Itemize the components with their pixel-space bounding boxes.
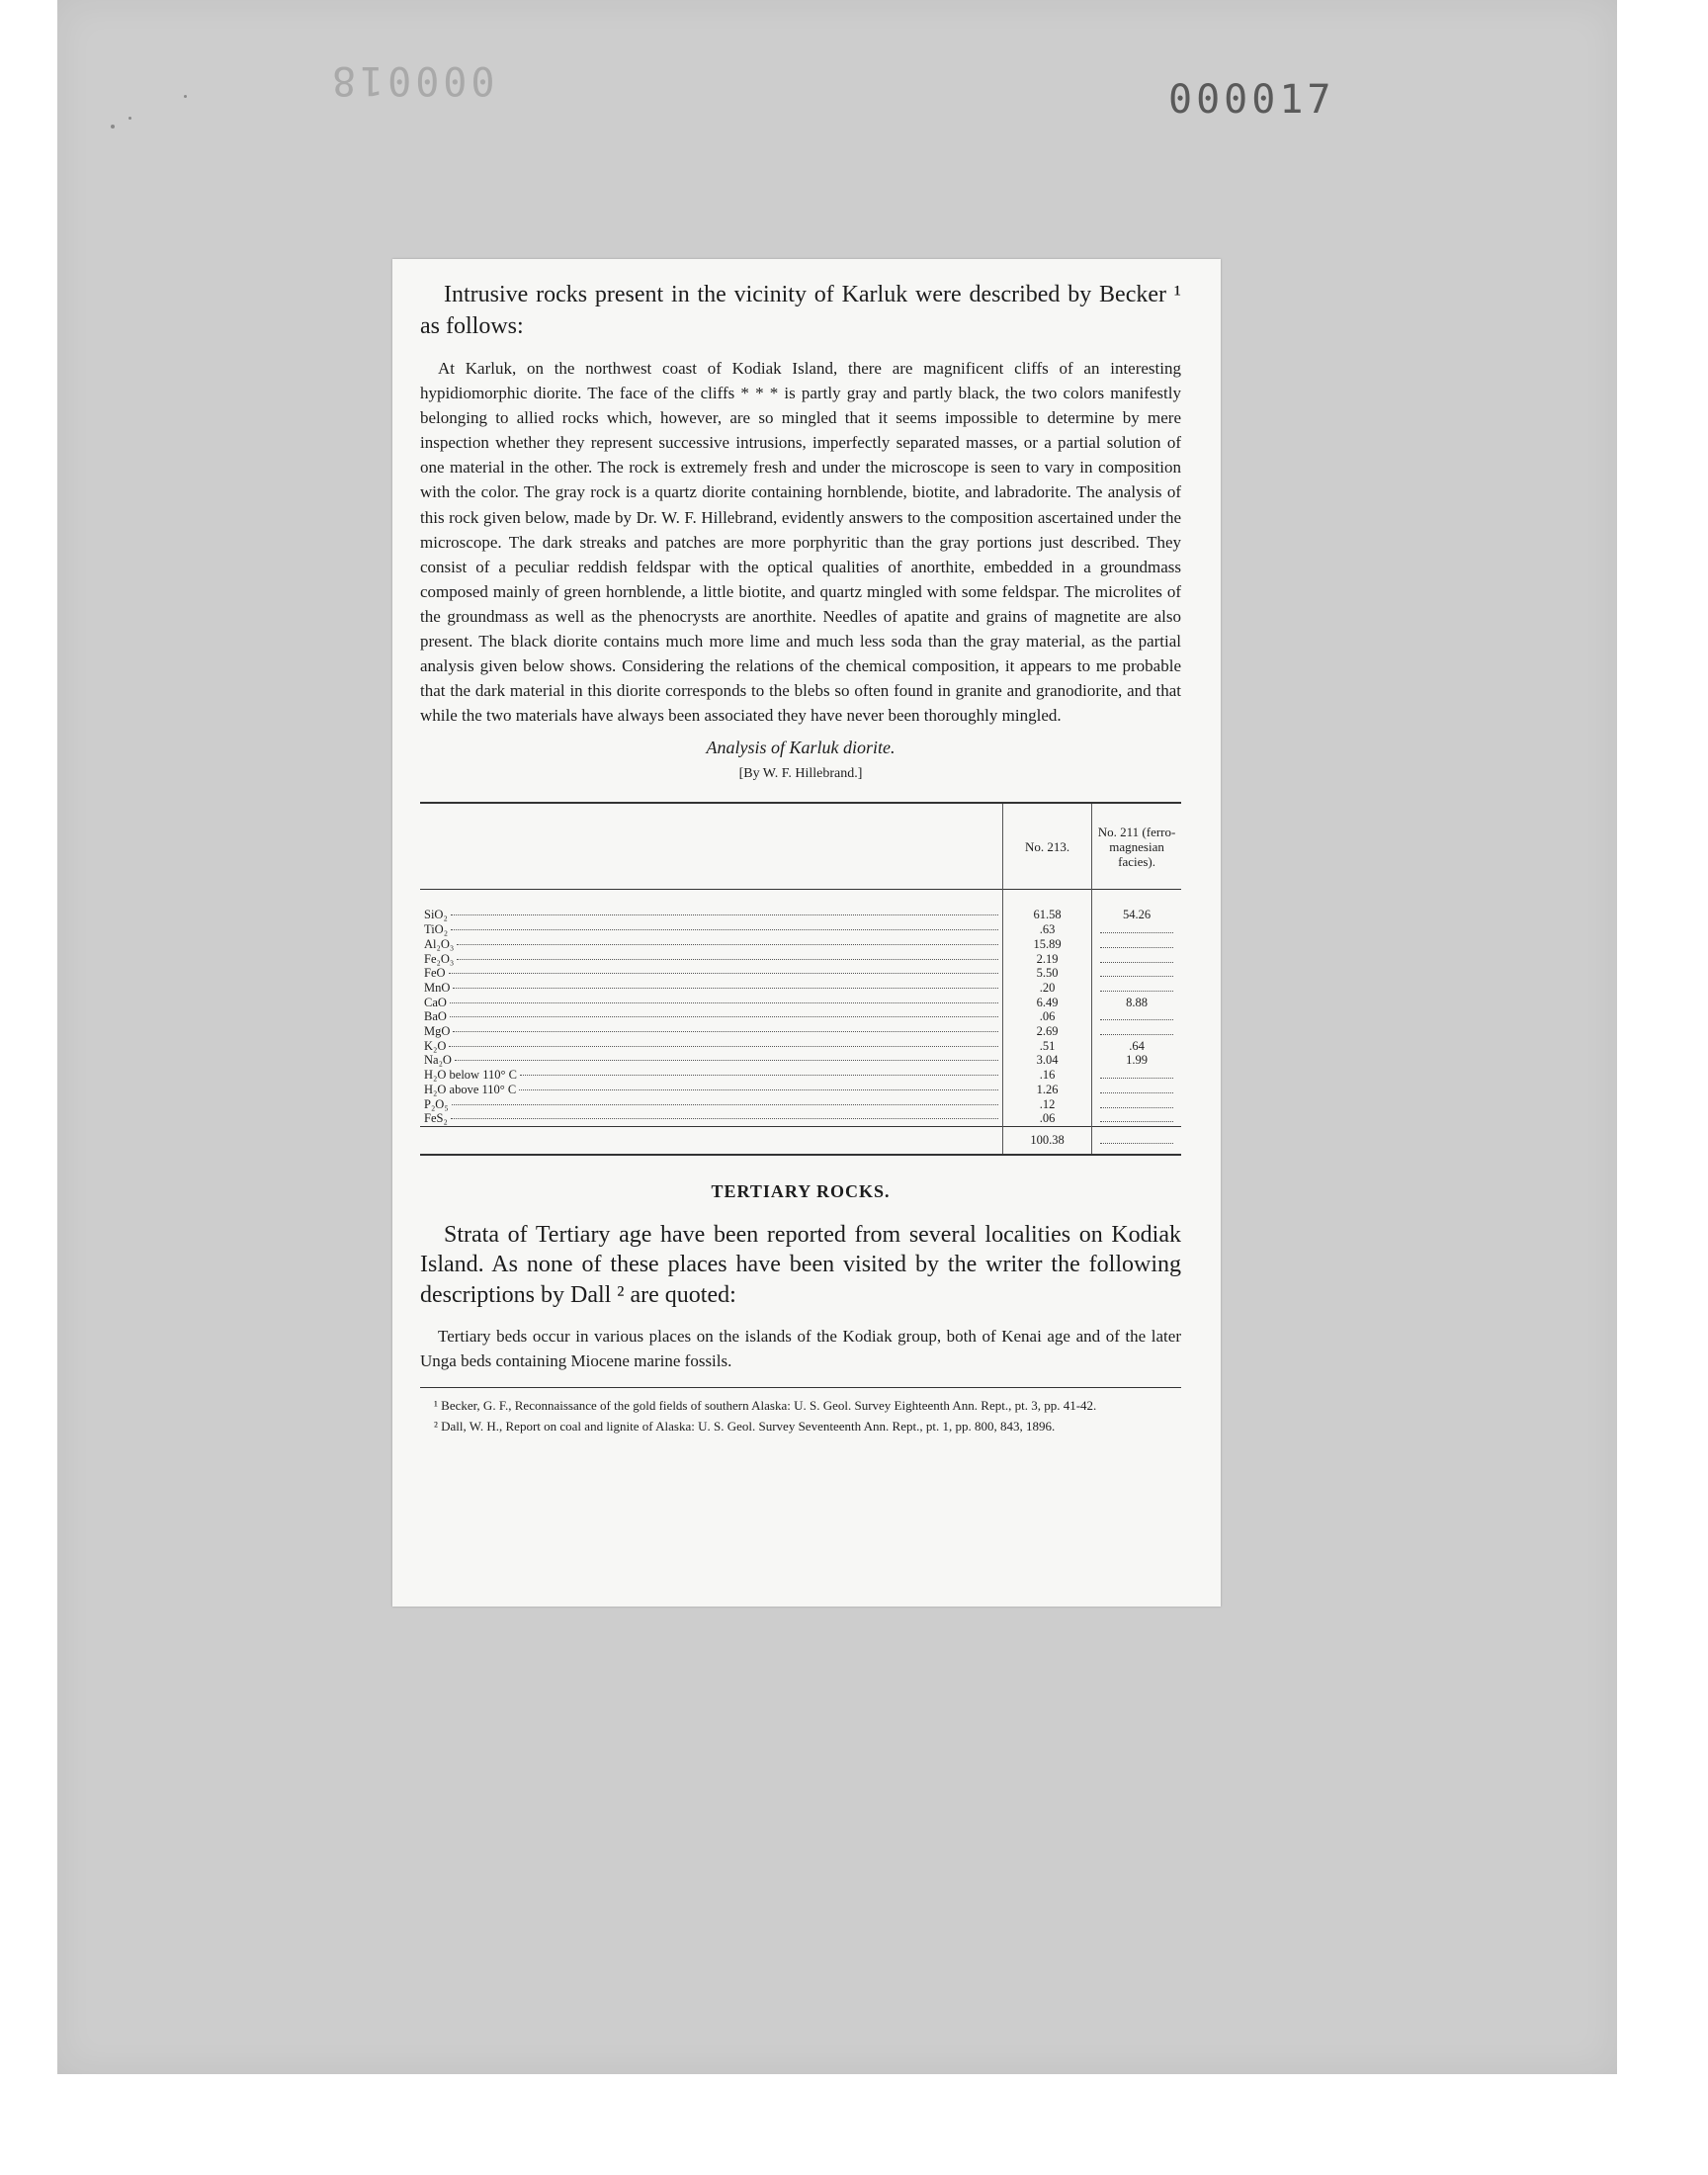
constituent-name: P₂O₅ [424,1096,449,1111]
dot-leader [450,1016,998,1017]
dot-leader [1100,1143,1173,1144]
table-row [420,981,1181,996]
empty-value-no-211 [1092,952,1181,967]
constituent-name: FeO [424,966,446,981]
constituent-name: MgO [424,1024,451,1039]
value-no-211: 8.88 [1126,995,1148,1009]
dot-leader [1100,1019,1173,1020]
dot-leader [1100,1121,1173,1122]
empty-value-no-211 [1092,1024,1181,1039]
dot-leader [1100,1078,1173,1079]
constituent-cell [420,1053,1002,1068]
value-no-213: 2.69 [1002,1024,1091,1039]
dot-leader [449,1046,997,1047]
empty-value-no-211 [1092,1068,1181,1083]
becker-quote: At Karluk, on the northwest coast of Kodiak Island, there are magnificent cliffs of an interesting hypidiomorphic diorite. The face of the cliffs * * * is partly gray and partly black, the two colors manifestly belonging to allied rocks which, however, are so mingled that it seems impossible to determine by mere inspection whether they represent successive intrusions, imperfectly separated masses, or a partial solution of one material in the other. The rock is extremely fresh and under the microscope is seen to vary in composition with the color. The gray rock is a quartz diorite containing hornblende, biotite, and labradorite. The analysis of this rock given below, made by Dr. W. F. Hillebrand, evidently answers to the composition ascertained under the microscope. The dark streaks and patches are more porphyritic than the gray portions just described. They consist of a peculiar reddish feldspar with the optical qualities of anorthite, embedded in a groundmass composed mainly of green hornblende, a little biotite, and quartz mingled with some feldspar. The microlites of the groundmass as well as the phenocrysts are anorthite. Needles of apatite and grains of magnetite are also present. The black diorite contains much more lime and much less soda than the gray material, as the partial analysis given below shows. Considering the relations of the chemical composition, it appears to me probable that the dark material in this diorite corresponds to the blebs so often found in granite and granodiorite, and that while the two materials have always been associated they have never been thoroughly mingled. [420,359,1181,726]
dot-leader [451,1118,998,1119]
constituent-name: K₂O [424,1038,447,1053]
dot-leader [457,959,998,960]
value-no-211: .64 [1129,1038,1145,1053]
constituent-cell [420,996,1002,1010]
constituent-cell [420,1039,1002,1054]
table-row [420,1083,1181,1097]
page-stamp-right: 000017 [1168,77,1335,123]
scan-speck [184,95,187,98]
table-byline: [By W. F. Hillebrand.] [738,766,863,782]
value-no-213: 3.04 [1002,1053,1091,1068]
total-no-211-blank [1092,1126,1181,1154]
analysis-table [420,802,1181,1155]
constituent-name: H₂O below 110° C [424,1068,517,1083]
dot-leader [451,914,998,915]
table-caption: Analysis of Karluk diorite. [706,738,896,758]
footnote-1: ¹ Becker, G. F., Reconnaissance of the gold fields of southern Alaska: U. S. Geol. Survey Eighteenth Ann. Rept., pt. 3, pp. 41-42. [434,1398,1097,1414]
value-no-213: 15.89 [1002,937,1091,952]
dot-leader [1100,932,1173,933]
constituent-cell [420,1068,1002,1083]
table-row [420,922,1181,937]
constituent-name: TiO₂ [424,922,449,937]
dot-leader [455,1060,998,1061]
dot-leader [1100,947,1173,948]
constituent-name: H₂O above 110° C [424,1082,517,1096]
footnotes [420,1387,1181,1436]
table-row [420,1039,1181,1054]
tertiary-paragraph: Strata of Tertiary age have been reported from several localities on Kodiak Island. As none of these places have been visited by the writer the following descriptions by Dall ² are quoted: [420,1221,1181,1308]
header-blank [420,803,1002,890]
table-row [420,952,1181,967]
value-no-211: 1.99 [1126,1053,1148,1068]
dot-leader [1100,1034,1173,1035]
dot-leader [519,1089,998,1090]
empty-value-no-211 [1092,1097,1181,1112]
value-no-213: .51 [1002,1039,1091,1054]
value-no-213: 2.19 [1002,952,1091,967]
table-row [420,1097,1181,1112]
section-heading: TERTIARY ROCKS. [711,1180,891,1201]
value-no-213: 61.58 [1002,890,1091,922]
empty-value-no-211 [1092,966,1181,981]
value-no-211: 54.26 [1123,908,1152,922]
scan-speck [111,125,115,129]
dot-leader [1100,976,1173,977]
empty-value-no-211 [1092,981,1181,996]
page-content [420,279,1181,1436]
dot-leader [452,1104,998,1105]
constituent-cell [420,1009,1002,1024]
constituent-name: MnO [424,980,451,995]
table-row [420,1053,1181,1068]
constituent-name: CaO [424,995,447,1009]
intro-paragraph: Intrusive rocks present in the vicinity of Karluk were described by Becker ¹ as follows: [420,282,1181,339]
page-stamp-left: 000018 [328,57,495,103]
value-no-213: 5.50 [1002,966,1091,981]
footnote-2: ² Dall, W. H., Report on coal and lignite of Alaska: U. S. Geol. Survey Seventeenth Ann. Rept., pt. 1, pp. 800, 843, 1896. [434,1418,1056,1434]
constituent-cell [420,937,1002,952]
dot-leader [1100,1107,1173,1108]
constituent-name: BaO [424,1009,447,1024]
total-label-blank [420,1126,1002,1154]
empty-value-no-211 [1092,1083,1181,1097]
dot-leader [450,1002,998,1003]
constituent-cell [420,1097,1002,1112]
table-body [420,890,1181,1155]
header-no-211: No. 211 (ferro-magnesian facies). [1097,824,1176,869]
constituent-name: Na₂O [424,1053,452,1068]
empty-value-no-211 [1092,937,1181,952]
dot-leader [449,973,998,974]
constituent-cell [420,1083,1002,1097]
value-no-213: .12 [1002,1097,1091,1112]
constituent-cell [420,966,1002,981]
table-row [420,996,1181,1010]
table-row [420,937,1181,952]
empty-value-no-211 [1092,922,1181,937]
header-no-213: No. 213. [1002,803,1091,890]
constituent-name: Fe₂O₃ [424,951,455,966]
constituent-cell [420,1111,1002,1126]
table-row [420,1024,1181,1039]
table-total-row [420,1126,1181,1154]
table-row [420,890,1181,922]
constituent-cell [420,922,1002,937]
constituent-cell [420,1024,1002,1039]
scan-speck [128,117,131,120]
dot-leader [453,988,998,989]
table-row [420,1111,1181,1126]
value-no-213: 1.26 [1002,1083,1091,1097]
constituent-name: Al₂O₃ [424,936,455,951]
dot-leader [1100,962,1173,963]
constituent-cell [420,952,1002,967]
table-header-row [420,803,1181,890]
total-no-213: 100.38 [1002,1126,1091,1154]
dot-leader [451,929,998,930]
constituent-cell [420,890,1002,922]
dot-leader [1100,991,1173,992]
constituent-name: SiO₂ [424,908,448,922]
value-no-213: .20 [1002,981,1091,996]
dot-leader [457,944,998,945]
constituent-name: FeS₂ [424,1111,448,1126]
value-no-213: .63 [1002,922,1091,937]
value-no-213: 6.49 [1002,996,1091,1010]
value-no-213: .06 [1002,1009,1091,1024]
dot-leader [453,1031,998,1032]
constituent-cell [420,981,1002,996]
dall-quote: Tertiary beds occur in various places on the islands of the Kodiak group, both of Kenai age and of the later Unga beds containing Miocene marine fossils. [420,1327,1181,1371]
empty-value-no-211 [1092,1111,1181,1126]
value-no-213: .16 [1002,1068,1091,1083]
table-row [420,1009,1181,1024]
table-row [420,966,1181,981]
dot-leader [520,1075,998,1076]
table-row [420,1068,1181,1083]
empty-value-no-211 [1092,1009,1181,1024]
dot-leader [1100,1092,1173,1093]
document-page [392,259,1221,1607]
value-no-213: .06 [1002,1111,1091,1126]
